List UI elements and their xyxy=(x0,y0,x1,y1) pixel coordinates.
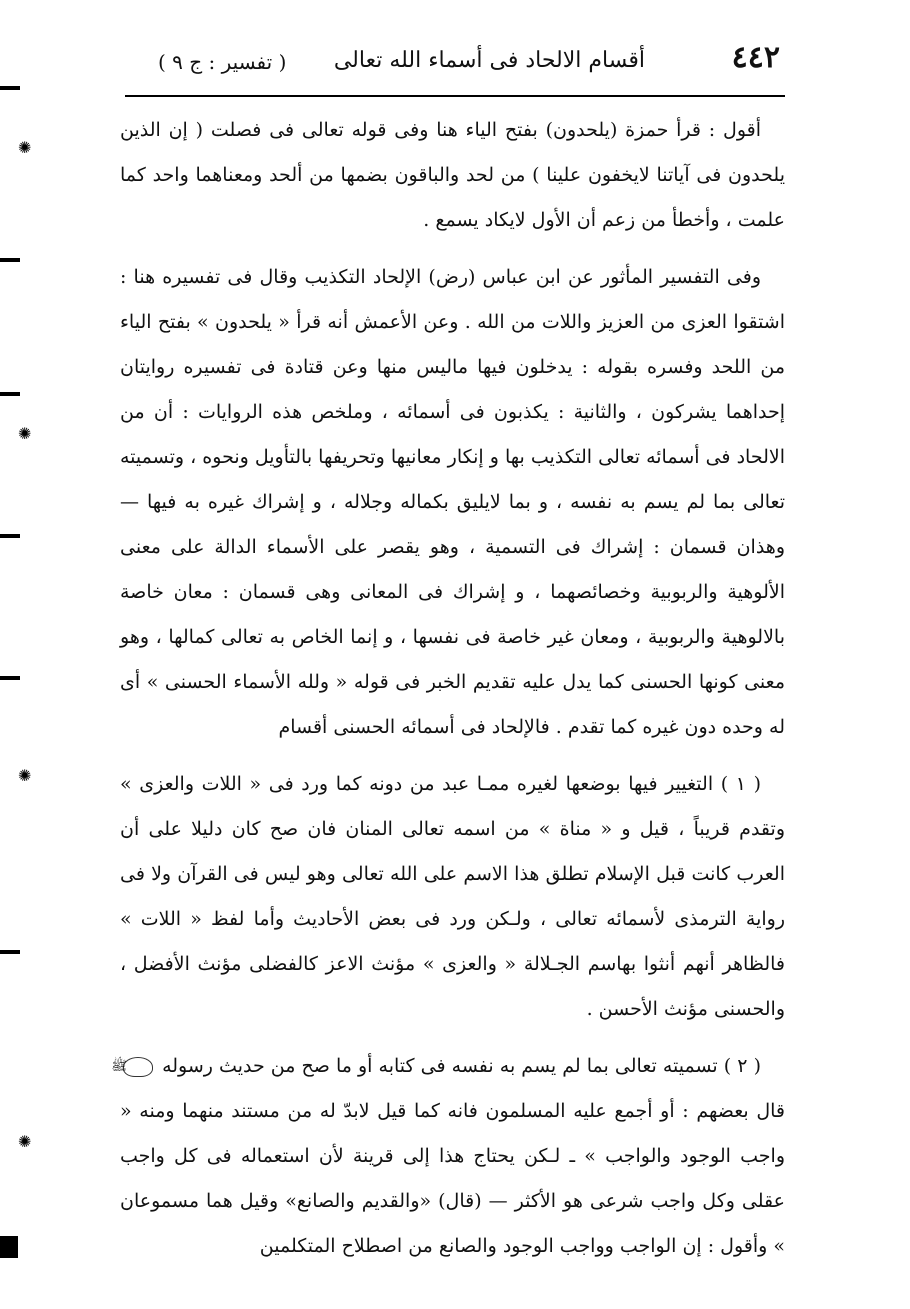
header-divider xyxy=(125,95,785,97)
paragraph: وفى التفسير المأثور عن ابن عباس (رض) الإلحاد التكذيب وقال فى تفسيره هنا : اشتقوا العزى من العزيز واللات من الله . وعن الأعمش أنه قرأ « يلحدون » بفتح الياء من اللحد وفسره بقوله : يدخلون فيها ماليس منها وعن قتادة فى تفسيره روايتان إحداهما يشركون ، والثانية : يكذبون فى أسمائه ، وملخص هذه الروايات : أن من الالحاد فى أسمائه تعالى التكذيب بها و إنكار معانيها وتحريفها بالتأويل ونحوه ، وتسميته تعالى بما لم يسم به نفسه ، و بما لايليق بكماله وجلاله ، و إشراك غيره به فيها — وهذان قسمان : إشراك فى التسمية ، وهو يقصر على الأسماء الدالة على معنى الألوهية والربوبية وخصائصهما ، و إشراك فى المعانى وهى قسمان : معان خاصة بالالوهية والربوبية ، ومعان غير خاصة فى نفسها ، و إنما الخاص به تعالى كمالها ، وهو معنى كونها الحسنى كما يدل عليه تقديم الخبر فى قوله « ولله الأسماء الحسنى » أى له وحده دون غيره كما تقدم . فالإلحاد فى أسمائه الحسنى أقسام xyxy=(120,266,785,738)
margin-mark xyxy=(0,950,20,954)
prophet-seal-icon: ﷺ xyxy=(123,1057,153,1077)
margin-mark xyxy=(0,1236,18,1258)
paragraph: أقول : قرأ حمزة (يلحدون) بفتح الياء هنا وفى قوله تعالى فى فصلت ( إن الذين يلحدون فى آياتنا لايخفون علينا ) من لحد والباقون بضمها من ألحد ومعناهما واحد كما علمت ، وأخطأ من زعم أن الأول لايكاد يسمع . xyxy=(120,119,785,231)
paragraph: ( ١ ) التغيير فيها بوضعها لغيره ممـا عبد من دونه كما ورد فى « اللات والعزى » وتقدم قريباً ، قيل و « مناة » من اسمه تعالى المنان فان صح كان دليلا على أن العرب كانت قبل الإسلام تطلق هذا الاسم على الله تعالى وهو ليس فى القرآن ولا فى رواية الترمذى لأسمائه تعالى ، ولـكن ورد فى بعض الأحاديث وأما لفظ « اللات » فالظاهر أنهم أنثوا بهاسم الجـلالة « والعزى » مؤنث الاعز كالفضلى مؤنث الأفضل ، والحسنى مؤنث الأحسن . xyxy=(120,773,785,1020)
margin-mark xyxy=(0,534,20,538)
paragraph xyxy=(111,1044,785,1269)
margin-mark: ✺ xyxy=(18,766,32,785)
running-head xyxy=(140,38,780,88)
body-text xyxy=(111,108,785,1269)
paragraph-text: ( ٢ ) تسميته تعالى بما لم يسم به نفسه فى كتابه أو ما صح من حديث رسوله xyxy=(162,1055,762,1077)
running-title: أقسام الالحاد فى أسماء الله تعالى xyxy=(333,48,645,73)
page-number: ٤٤٢ xyxy=(731,40,780,75)
series-label: ( تفسير : ج ٩ ) xyxy=(158,50,287,74)
margin-mark xyxy=(0,86,20,90)
margin-mark: ✺ xyxy=(18,138,32,157)
margin-mark xyxy=(0,392,20,396)
margin-mark xyxy=(0,258,20,262)
margin-mark xyxy=(0,676,20,680)
paragraph-text: قال بعضهم : أو أجمع عليه المسلمون فانه كما قيل لابدّ له من مستند منهما ومنه « واجب الوجود والواجب » ـ لـكن يحتاج هذا إلى قرينة لأن استعماله فى كل واجب عقلى وكل واجب شرعى هو الأكثر — (قال) «والقديم والصانع» وقيل هما مسموعان » وأقول : إن الواجب وواجب الوجود والصانع من اصطلاح المتكلمين xyxy=(120,1100,785,1257)
margin-mark: ✺ xyxy=(18,424,32,443)
margin-mark: ✺ xyxy=(18,1132,32,1151)
